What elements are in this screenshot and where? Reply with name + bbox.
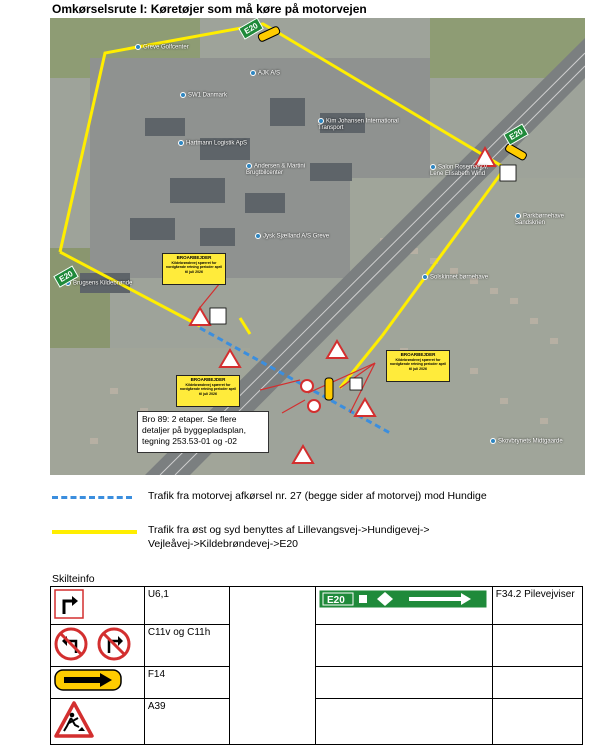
- empty-cell: [315, 625, 492, 667]
- empty-cell: [229, 587, 315, 745]
- sign-icon-cell: [51, 625, 145, 667]
- sign-icon-cell: [51, 699, 145, 745]
- e20-marker: E20: [503, 123, 529, 145]
- turn-right-sign-icon: [54, 589, 84, 619]
- poi-label: Salon Rosemary v. Lene Elisabeth Wind: [430, 164, 489, 177]
- sign-icon-cell: [51, 667, 145, 699]
- roadwork-info-box: BROARBEJDER Kildebrøndevej spærret for nordgående retning perioder april til juli 2026: [176, 375, 240, 407]
- empty-cell: [315, 667, 492, 699]
- poi-label: Solskinnet børnehave: [422, 274, 488, 281]
- sign-info-table: [50, 586, 583, 745]
- e20-sign-text: E20: [326, 595, 345, 606]
- poi-label: Skovbrynets Midtgaarde: [490, 438, 563, 445]
- no-turn-sign-icon: [54, 627, 134, 661]
- chevron-arrow-sign-icon: [54, 669, 122, 691]
- poi-label: Hartmann Logistik ApS: [178, 140, 247, 147]
- sign-icon-cell: [51, 587, 145, 625]
- table-row: [51, 587, 583, 625]
- skilteinfo-title: Skilteinfo: [52, 573, 95, 585]
- poi-label: SW1 Danmark: [180, 92, 227, 99]
- legend-yellow-line: [52, 530, 137, 534]
- poi-label: Brugsens Kildebrønde: [65, 280, 135, 287]
- poi-label: Greve Golfcenter: [135, 44, 189, 51]
- e20-marker: E20: [238, 18, 264, 40]
- poi-label: Andersen & Martini Brugtbilcenter: [246, 163, 306, 176]
- legend-blue-text: Trafik fra motorvej afkørsel nr. 27 (begge sider af motorvej) mod Hundige: [148, 490, 487, 502]
- sign-code: C11v og C11h: [144, 625, 229, 667]
- empty-cell: [492, 699, 582, 745]
- sign-code: A39: [144, 699, 229, 745]
- empty-cell: [492, 667, 582, 699]
- empty-cell: [315, 699, 492, 745]
- legend-yellow-text: Trafik fra øst og syd benyttes af Lillevangsvej->Hundigevej-> Vejleåvej->Kildebrøndevej->E20: [148, 524, 430, 550]
- sign-code: F14: [144, 667, 229, 699]
- poi-label: Kim Johansen International Transport: [318, 118, 399, 131]
- sign-code: U6,1: [144, 587, 229, 625]
- table-row: [51, 699, 583, 745]
- roadwork-info-box: BROARBEJDER Kildebrøndevej spærret for nordgående retning perioder april til juli 2026: [386, 350, 450, 382]
- bridge-note: Bro 89: 2 etaper. Se flere detaljer på byggepladsplan, tegning 253.53-01 og -02: [137, 411, 269, 453]
- roadwork-info-box: BROARBEJDER Kildebrøndevej spærret for nordgående retning perioder april til juli 2026: [162, 253, 226, 285]
- e20-marker: E20: [53, 265, 79, 287]
- poi-label: Parkbørnehave Sandskrien: [515, 213, 565, 226]
- e20-route-sign-icon: [319, 589, 489, 609]
- detour-map: [50, 18, 585, 475]
- page-title: Omkørselsrute I: Køretøjer som må køre på motorvejen: [52, 2, 367, 16]
- sign-icon-cell: [315, 587, 492, 625]
- sign-code: F34.2 Pilevejviser: [492, 587, 582, 625]
- legend-blue-dashed-line: [52, 496, 132, 499]
- roadworks-sign-icon: [54, 701, 94, 739]
- poi-label: AJK A/S: [250, 70, 280, 77]
- table-row: [51, 667, 583, 699]
- poi-label: Jysk Sjælland A/S Greve: [255, 233, 329, 240]
- map-background: [50, 18, 585, 475]
- empty-cell: [492, 625, 582, 667]
- table-row: [51, 625, 583, 667]
